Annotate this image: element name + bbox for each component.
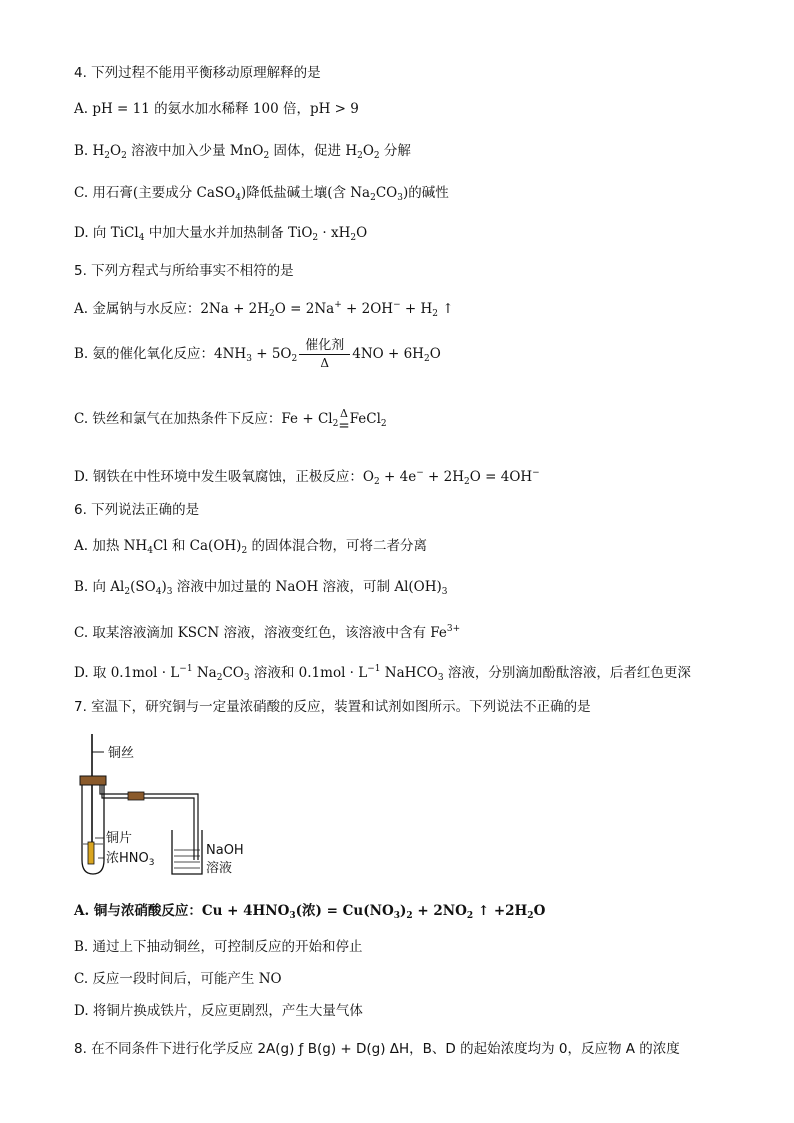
q5-option-c: C. 铁丝和氯气在加热条件下反应：$Fe + Cl_2$ Δ = FeCl$_2$: [74, 406, 387, 434]
copper-sheet: [88, 842, 94, 864]
label-copper-sheet: 铜片: [106, 831, 133, 846]
q6-option-a: A. 加热 $NH_4Cl$ 和 $Ca(OH)_2$ 的固体混合物，可将二者分离: [74, 538, 427, 556]
heat-equals: Δ =: [338, 406, 350, 434]
q7-option-c: C. 反应一段时间后，可能产生 NO: [74, 971, 282, 987]
q4-option-d: D. 向 TiCl$_4$ 中加大量水并加热制备 $TiO_2 \cdot xH_2O$: [74, 225, 368, 243]
rubber-stopper: [80, 776, 106, 785]
q5-option-a: A. 金属钠与水反应：$2Na + 2H_2O = 2Na^+ + 2OH^- + H_2$ ↑: [74, 300, 454, 319]
q7-option-d: D. 将铜片换成铁片，反应更剧烈，产生大量气体: [74, 1003, 363, 1019]
q7-option-a: A. 铜与浓硝酸反应：$Cu + 4HNO_3$(浓) = $Cu(NO_3)_2 + 2NO_2$ ↑ $+2H_2O$: [74, 903, 546, 921]
q4-option-c: C. 用石膏(主要成分 CaSO$_4$)降低盐碱土壤(含 $Na_2CO_3$)的碱性: [74, 185, 449, 203]
q6-option-c: C. 取某溶液滴加 KSCN 溶液，溶液变红色，该溶液中含有 $Fe^{3+}$: [74, 624, 461, 641]
q8-stem: 8. 在不同条件下进行化学反应 2A(g) ƒ B(g) + D(g) ΔH，B、D 的起始浓度均为 0，反应物 A 的浓度: [74, 1041, 680, 1057]
q6-option-d: D. 取 $0.1mol \cdot L^{-1}$ $Na_2CO_3$ 溶液和 $0.1mol \cdot L^{-1}$ NaHCO$_3$ 溶液，分别滴加酚酞溶液，后者红色更深: [74, 664, 691, 683]
outlet-tube-inner: [178, 798, 194, 860]
label-copper-wire: 铜丝: [108, 746, 135, 761]
tube-connector: [128, 792, 144, 800]
q5-option-b: B. 氨的催化氧化反应：$4NH_3 + 5O_2$ $\frac{\text{催化剂}}{\Delta}$ $4NO + 6H_2O$: [74, 338, 441, 370]
q6-stem: 6. 下列说法正确的是: [74, 502, 200, 518]
label-solution: 溶液: [206, 861, 233, 876]
apparatus-diagram: [74, 732, 264, 882]
condition-fraction: $\frac{\text{催化剂}}{\Delta}$: [299, 338, 350, 371]
q4-option-a: A. pH = 11 的氨水加水稀释 100 倍，pH > 9: [74, 101, 359, 117]
q7-stem: 7. 室温下，研究铜与一定量浓硝酸的反应，装置和试剂如图所示。下列说法不正确的是: [74, 699, 591, 715]
label-conc-hno3: 浓$HNO_3$: [106, 851, 155, 868]
q4-stem: 4. 下列过程不能用平衡移动原理解释的是: [74, 65, 321, 81]
label-naoh: NaOH: [206, 843, 244, 858]
q5-option-d: D. 钢铁在中性环境中发生吸氧腐蚀，正极反应：$O_2 + 4e^- + 2H_2O = 4OH^-$: [74, 468, 540, 487]
q6-option-b: B. 向 $Al_2(SO_4)_3$ 溶液中加过量的 NaOH 溶液，可制 $Al(OH)_3$: [74, 579, 448, 597]
q7-option-b: B. 通过上下抽动铜丝，可控制反应的开始和停止: [74, 939, 363, 955]
q5-stem: 5. 下列方程式与所给事实不相符的是: [74, 263, 294, 279]
q4-option-b: B. $H_2O_2$ 溶液中加入少量 MnO$_2$ 固体，促进 $H_2O_2$ 分解: [74, 143, 411, 161]
